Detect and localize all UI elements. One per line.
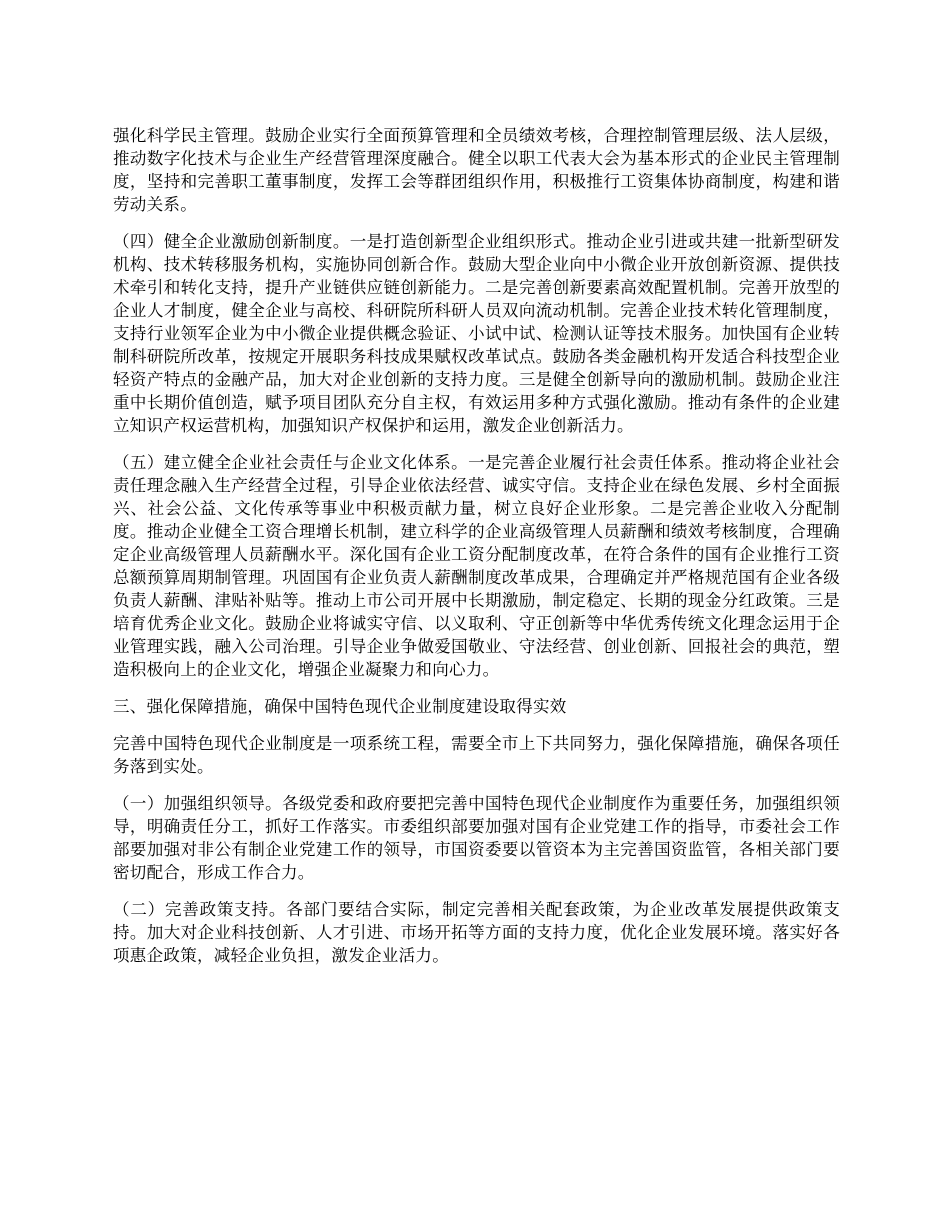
paragraph-policy-support: （二）完善政策支持。各部门要结合实际，制定完善相关配套政策，为企业改革发展提供政策支持。加大对企业科技创新、人才引进、市场开拓等方面的支持力度，优化企业发展环境。落实好各项惠企政策，减轻企业负担，激发企业活力。 (113, 900, 840, 965)
paragraph-social-responsibility: （五）建立健全企业社会责任与企业文化体系。一是完善企业履行社会责任体系。推动将企业社会责任理念融入生产经营全过程，引导企业依法经营、诚实守信。支持企业在绿色发展、乡村全面振兴、社会公益、文化传承等事业中积极贡献力量，树立良好企业形象。二是完善企业收入分配制度。推动企业健全工资合理增长机制，建立科学的企业高级管理人员薪酬和绩效考核制度，合理确定企业高级管理人员薪酬水平。深化国有企业工资分配制度改革，在符合条件的国有企业推行工资总额预算周期制管理。巩固国有企业负责人薪酬制度改革成果，合理确定并严格规范国有企业各级负责人薪酬、津贴补贴等。推动上市公司开展中长期激励，制定稳定、长期的现金分红政策。三是培育优秀企业文化。鼓励企业将诚实守信、以义取利、守正创新等中华优秀传统文化理念运用于企业管理实践，融入公司治理。引导企业争做爱国敬业、守法经营、创业创新、回报社会的典范，塑造积极向上的企业文化，增强企业凝聚力和向心力。 (113, 453, 840, 679)
section-heading-safeguards: 三、强化保障措施，确保中国特色现代企业制度建设取得实效 (113, 697, 567, 716)
paragraph-innovation-incentives: （四）健全企业激励创新制度。一是打造创新型企业组织形式。推动企业引进或共建一批新型研发机构、技术转移服务机构，实施协同创新合作。鼓励大型企业向中小微企业开放创新资源、提供技术牵引和转化支持，提升产业链供应链创新能力。二是完善创新要素高效配置机制。完善开放型的企业人才制度，健全企业与高校、科研院所科研人员双向流动机制。完善企业技术转化管理制度，支持行业领军企业为中小微企业提供概念验证、小试中试、检测认证等技术服务。加快国有企业转制科研院所改革，按规定开展职务科技成果赋权改革试点。鼓励各类金融机构开发适合科技型企业轻资产特点的金融产品，加大对企业创新的支持力度。三是健全创新导向的激励机制。鼓励企业注重中长期价值创造，赋予项目团队充分自主权，有效运用多种方式强化激励。推动有条件的企业建立知识产权运营机构，加强知识产权保护和运用，激发企业创新活力。 (113, 232, 840, 435)
document-page (113, 124, 840, 981)
paragraph-organizational-leadership: （一）加强组织领导。各级党委和政府要把完善中国特色现代企业制度作为重要任务，加强组织领导，明确责任分工，抓好工作落实。市委组织部要加强对国有企业党建工作的指导，市委社会工作部要加强对非公有制企业党建工作的领导，市国资委要以管资本为主完善国资监管，各相关部门要密切配合，形成工作合力。 (113, 794, 840, 882)
paragraph-management: 强化科学民主管理。鼓励企业实行全面预算管理和全员绩效考核，合理控制管理层级、法人层级，推动数字化技术与企业生产经营管理深度融合。健全以职工代表大会为基本形式的企业民主管理制度，坚持和完善职工董事制度，发挥工会等群团组织作用，积极推行工资集体协商制度，构建和谐劳动关系。 (113, 126, 840, 214)
paragraph-safeguards-intro: 完善中国特色现代企业制度是一项系统工程，需要全市上下共同努力，强化保障措施，确保各项任务落到实处。 (113, 734, 840, 776)
